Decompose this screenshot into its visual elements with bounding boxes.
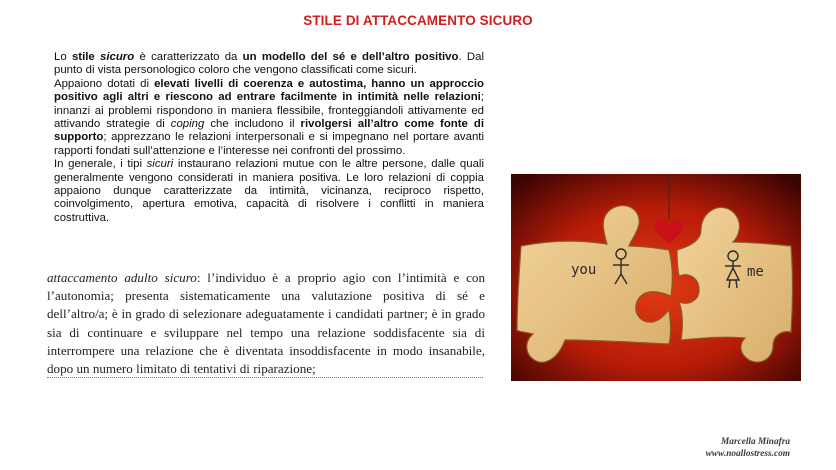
- bold-run: rivolgersi all’altro come fonte di supporto: [54, 118, 484, 144]
- book-cut-line: [47, 376, 483, 380]
- book-paragraph: [47, 269, 485, 378]
- footer-website[interactable]: www.noallostress.com: [705, 448, 790, 459]
- text-run: che includono il: [204, 118, 301, 131]
- text-run: ; innanzi ai problemi rispondono in maniera flessibile, fronteggiandoli attivamente ed attivando strategie di: [54, 91, 484, 131]
- book-excerpt: [47, 269, 485, 378]
- description-text: [54, 51, 484, 225]
- footer-credit: [706, 437, 790, 460]
- bold-italic-run: sicuro: [100, 51, 135, 63]
- text-run: . Dal punto di vista personologico coloro che vengono classificati come sicuri.: [54, 51, 484, 77]
- text-run: Appaiono dotati di: [54, 77, 155, 90]
- bold-run: un modello del sé e dell’altro positivo: [242, 51, 459, 63]
- paragraph-definition: [54, 51, 484, 78]
- text-run: In generale, i tipi: [54, 158, 147, 171]
- italic-run: coping: [170, 118, 205, 131]
- text-run: è caratterizzato da: [134, 51, 243, 63]
- paragraph-traits: [54, 78, 484, 158]
- puzzle-word-me: me: [747, 264, 764, 280]
- text-run: ; apprezzano le relazioni interpersonali e si impegnano nel portare avanti rapporti fondati sull’attenzione e l’interesse nei confronti del prossimo.: [54, 131, 484, 157]
- text-run: Lo: [54, 51, 72, 63]
- bold-run: stile: [71, 51, 101, 63]
- text-run: instaurano relazioni mutue con le altre persone, dalle quali generalmente vengono considerati in maniera positiva. Le loro relazioni di coppia appaiono dunque caratterizzate da intimità, vicinanza, reciproco rispetto, coinvolgimento, apertura emotiva, capacità di risolvere i conflitti in maniera costruttiva.: [54, 158, 484, 224]
- footer-author: Marcella Minafra: [721, 437, 790, 447]
- italic-run: sicuri: [146, 158, 174, 171]
- paragraph-relations: [54, 158, 484, 225]
- book-text: : l’individuo è a proprio agio con l’intimità e con l’autonomia; presenta sistematicamente una valutazione positiva di sé e dell’altro/a; è in grado di selezionare adeguatamente i candidati partner; è in grado sia di continuare e sviluppare nel tempo una relazione soddisfacente sia di interrompere una relazione che è diventata insoddisfacente in modo insanabile, dopo un numero limitato di tentativi di riparazione;: [47, 270, 485, 377]
- puzzle-word-you: you: [571, 262, 597, 278]
- book-term: attaccamento adulto sicuro: [47, 270, 197, 285]
- puzzle-image: [511, 174, 801, 381]
- bold-run: elevati livelli di coerenza e autostima, hanno un approccio positivo agli altri e riescono ad entrare facilmente in intimità nelle relazioni: [54, 77, 484, 104]
- slide-title: STILE DI ATTACCAMENTO SICURO: [303, 13, 533, 28]
